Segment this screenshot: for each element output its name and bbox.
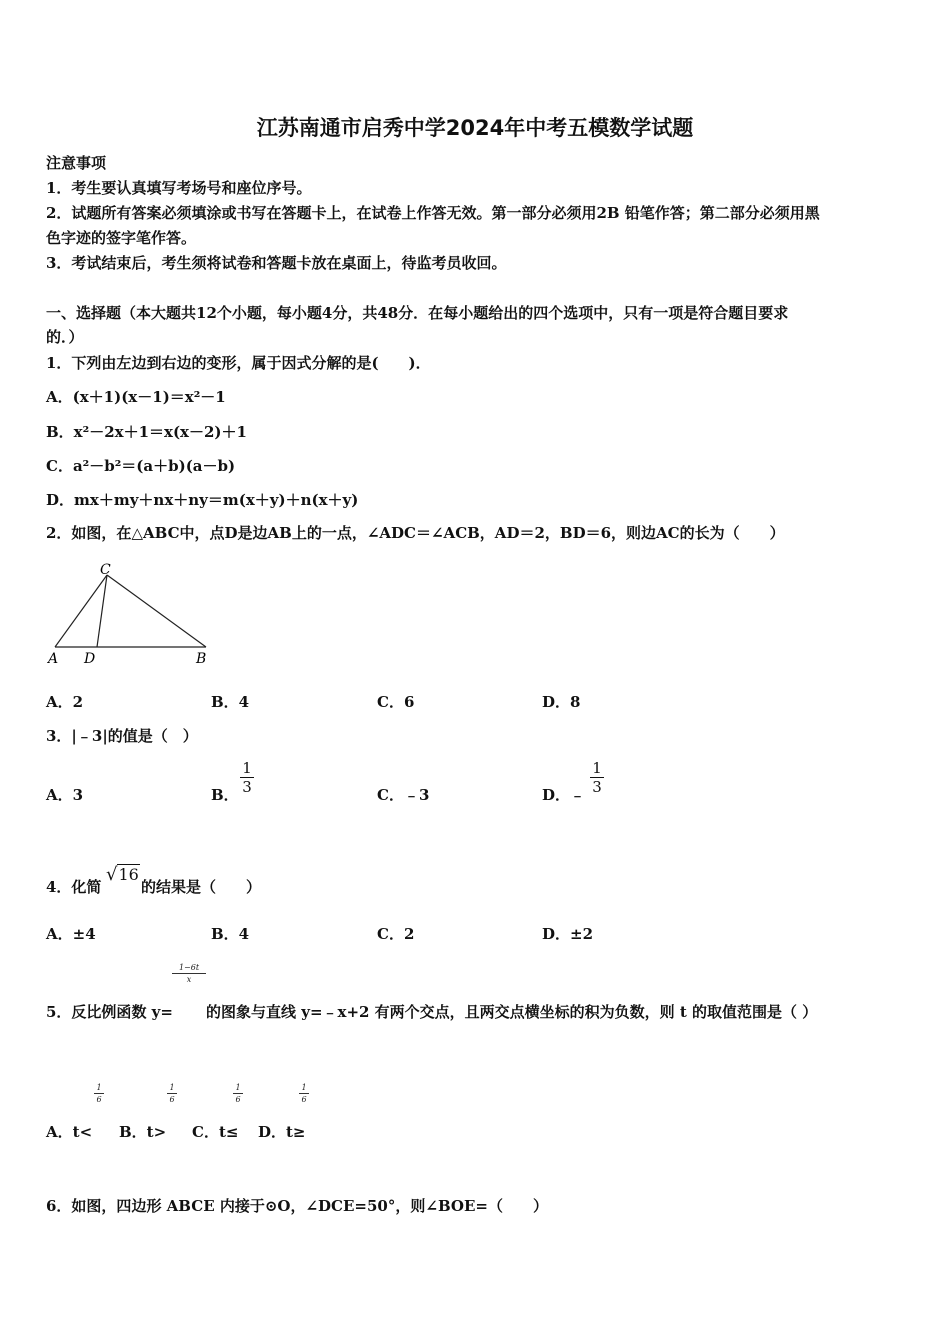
question-2-option-b: B．4 [211, 693, 250, 711]
question-4-option-a: A．±4 [46, 925, 96, 943]
fraction-numerator: 1−6t [178, 963, 200, 972]
option-a-fraction: 1 6 [94, 1083, 104, 1104]
question-4-option-d: D．±2 [542, 925, 594, 943]
notice-item-1: 1．考生要认真填写考场号和座位序号。 [46, 179, 312, 197]
page-title: 江苏南通市启秀中学2024年中考五模数学试题 [256, 116, 694, 140]
section-heading-cont: 的．） [46, 328, 84, 346]
label-a: A [48, 651, 59, 667]
question-1-option-b: B．x²－2x＋1＝x(x－2)＋1 [46, 423, 247, 441]
segment-cb [107, 575, 206, 647]
question-5-function-fraction [172, 963, 206, 984]
label-c: C [100, 562, 111, 578]
question-5-option-b: B．t> [119, 1123, 167, 1141]
question-2-option-a: A．2 [46, 693, 84, 711]
notice-item-3: 3．考试结束后，考生须将试卷和答题卡放在桌面上，待监考员收回。 [46, 254, 507, 272]
label-d: D [84, 651, 96, 667]
question-4-stem-prefix: 4．化简 [46, 878, 102, 896]
question-4-option-c: C．2 [377, 925, 415, 943]
question-2-option-d: D．8 [542, 693, 581, 711]
fraction-numerator: 1 [242, 759, 252, 777]
question-5-option-d: D．t≥ [258, 1123, 306, 1141]
radicand: 16 [118, 865, 139, 884]
question-3-option-c: C．﹣3 [377, 786, 430, 804]
question-4-stem-suffix: 的结果是（ ） [141, 878, 262, 896]
fraction-denominator: 3 [242, 778, 252, 796]
option-b-fraction: 1 6 [167, 1083, 177, 1104]
question-3-fraction-d [590, 760, 604, 795]
question-2-stem: 2．如图，在△ABC中，点D是边AB上的一点，∠ADC＝∠ACB，AD＝2，BD＝6，则边AC的长为（ ） [46, 524, 785, 542]
question-1-option-c: C．a²－b²＝(a＋b)(a－b) [46, 457, 236, 475]
question-5-stem-suffix: 的图象与直线 y=﹣x+2 有两个交点，且两交点横坐标的积为负数，则 t 的取值范围是（ ） [206, 1003, 818, 1021]
segment-ac [55, 575, 107, 647]
question-5-option-a: A．t< [46, 1123, 93, 1141]
option-d-fraction: 1 6 [299, 1083, 309, 1104]
question-5-stem-prefix: 5．反比例函数 y= [46, 1003, 173, 1021]
question-1-option-a: A．(x＋1)(x－1)＝x²－1 [46, 388, 226, 406]
sqrt-expression: √16 [106, 864, 139, 885]
label-b: B [196, 651, 207, 667]
fraction-denominator: 3 [592, 778, 602, 796]
notice-item-2: 2．试题所有答案必须填涂或书写在答题卡上，在试卷上作答无效。第一部分必须用2B 铅笔作答；第二部分必须用黑 [46, 204, 820, 222]
question-4-option-b: B．4 [211, 925, 250, 943]
section-heading: 一、选择题（本大题共12个小题，每小题4分，共48分．在每小题给出的四个选项中，只有一项是符合题目要求 [46, 304, 789, 322]
question-1-option-d: D．mx＋my＋nx＋ny＝m(x＋y)＋n(x＋y) [46, 491, 359, 509]
question-1-stem: 1．下列由左边到右边的变形，属于因式分解的是( )． [46, 354, 431, 372]
question-3-stem: 3．|﹣3|的值是（ ） [46, 727, 198, 745]
option-c-fraction: 1 6 [233, 1083, 243, 1104]
triangle-figure [44, 560, 219, 670]
question-6-stem: 6．如图，四边形 ABCE 内接于⊙O，∠DCE=50°，则∠BOE=（ ） [46, 1197, 548, 1215]
fraction-numerator: 1 [592, 759, 602, 777]
question-3-option-b: B． [211, 786, 239, 804]
question-3-option-d: D．﹣ [542, 786, 586, 804]
question-2-option-c: C．6 [377, 693, 415, 711]
question-3-option-a: A．3 [46, 786, 84, 804]
notice-heading: 注意事项 [46, 154, 107, 172]
notice-item-2-cont: 色字迹的签字笔作答。 [46, 229, 197, 247]
question-3-fraction-b [240, 760, 254, 795]
question-5-option-c: C．t≤ [192, 1123, 239, 1141]
fraction-denominator: x [186, 975, 192, 984]
